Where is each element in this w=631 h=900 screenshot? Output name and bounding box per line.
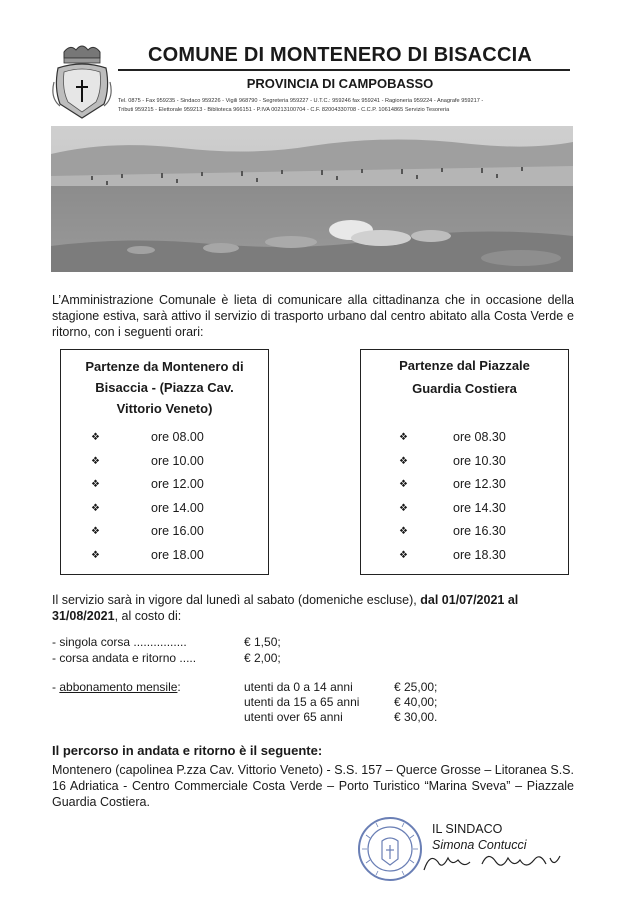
departure-time: ore 16.00 bbox=[151, 524, 204, 538]
monthly-pass-row bbox=[244, 710, 464, 724]
handwritten-signature bbox=[420, 840, 570, 880]
time-row bbox=[361, 430, 568, 454]
time-row bbox=[361, 524, 568, 548]
time-row bbox=[61, 548, 268, 572]
municipal-crest-logo bbox=[52, 42, 112, 122]
monthly-pass-users: utenti da 0 a 14 anni bbox=[244, 680, 353, 694]
beach-photo bbox=[51, 126, 573, 272]
box-title-line: Vittorio Veneto) bbox=[116, 401, 213, 416]
bullet-icon: ❖ bbox=[91, 432, 100, 443]
validity-dates: dal 01/07/2021 al 31/08/2021 bbox=[52, 593, 519, 623]
route-heading: Il percorso in andata e ritorno è il seguente: bbox=[52, 743, 323, 758]
box-title-line: Partenze dal Piazzale bbox=[399, 358, 530, 373]
page-title: COMUNE DI MONTENERO DI BISACCIA bbox=[148, 44, 532, 66]
bullet-icon: ❖ bbox=[399, 432, 408, 443]
departures-guardia-costiera-title bbox=[361, 350, 568, 400]
departure-time: ore 18.30 bbox=[453, 547, 506, 562]
validity-suffix: , al costo di: bbox=[114, 609, 182, 623]
official-stamp bbox=[356, 815, 424, 883]
bullet-icon: ❖ bbox=[91, 549, 100, 561]
time-row bbox=[61, 524, 268, 548]
departure-time: ore 08.30 bbox=[453, 430, 506, 444]
monthly-pass-row bbox=[244, 695, 464, 709]
validity-text: Il servizio sarà in vigore dal lunedì al sabato (domeniche escluse), bbox=[52, 593, 417, 607]
departure-time: ore 14.30 bbox=[453, 500, 506, 515]
return-fare-price: € 2,00; bbox=[244, 651, 281, 665]
box-title-line: Guardia Costiera bbox=[412, 381, 517, 396]
bullet-icon: ❖ bbox=[91, 479, 100, 490]
intro-paragraph: L’Amministrazione Comunale è lieta di comunicare alla cittadinanza che in occasione della stagione estiva, sarà attivo il servizio di trasporto urbano dal centro abitato alla Costa Verde e ritorno, con i seguenti orari: bbox=[52, 293, 574, 339]
monthly-pass-users: utenti da 15 a 65 anni bbox=[244, 695, 360, 709]
monthly-pass-suffix: : bbox=[177, 680, 181, 694]
monthly-pass-users: utenti over 65 anni bbox=[244, 710, 343, 724]
departure-time: ore 10.00 bbox=[151, 453, 204, 468]
monthly-pass-prefix: - bbox=[52, 680, 60, 694]
page-subtitle: PROVINCIA DI CAMPOBASSO bbox=[246, 76, 434, 91]
single-fare-price: € 1,50; bbox=[244, 635, 281, 649]
time-row bbox=[361, 454, 568, 478]
single-fare-label: - singola corsa ................ bbox=[52, 635, 187, 649]
time-row bbox=[61, 454, 268, 478]
departures-guardia-costiera-times bbox=[361, 430, 568, 571]
time-row bbox=[361, 501, 568, 525]
box-title-line: Bisaccia - (Piazza Cav. bbox=[95, 380, 234, 395]
mayor-role: IL SINDACO bbox=[432, 822, 503, 836]
mayor-name: Simona Contucci bbox=[432, 838, 527, 852]
monthly-pass-label bbox=[52, 680, 181, 694]
time-row bbox=[61, 430, 268, 454]
departure-time: ore 16.30 bbox=[453, 524, 506, 538]
return-fare-label: - corsa andata e ritorno ..... bbox=[52, 651, 197, 665]
departure-time: ore 12.00 bbox=[151, 477, 204, 491]
time-row bbox=[61, 501, 268, 525]
departures-montenero-times bbox=[61, 430, 268, 571]
bullet-icon: ❖ bbox=[399, 526, 408, 537]
departures-montenero-title bbox=[61, 350, 268, 419]
monthly-pass-price: € 25,00; bbox=[394, 680, 438, 694]
departure-time: ore 08.00 bbox=[151, 430, 204, 444]
departures-guardia-costiera-box bbox=[360, 349, 569, 575]
bullet-icon: ❖ bbox=[91, 455, 100, 467]
contact-info bbox=[118, 97, 574, 115]
contact-line-2: Tributi 959215 - Elettorale 959213 - Biblioteca 966151 - P.IVA 00213100704 - C.F. 82004330708 - C.C.P. 10614865 Servizio Tesoreria bbox=[118, 107, 450, 113]
bullet-icon: ❖ bbox=[399, 455, 408, 467]
box-title-line: Partenze da Montenero di bbox=[85, 359, 244, 374]
monthly-pass-price: € 30,00. bbox=[394, 710, 438, 724]
departure-time: ore 14.00 bbox=[151, 500, 204, 515]
time-row bbox=[361, 548, 568, 572]
route-description: Montenero (capolinea P.zza Cav. Vittorio Veneto) - S.S. 157 – Querce Grosse – Litoranea S.S. 16 Adriatica - Centro Commerciale Costa Verde – Porto Turistico “Marina Sveva” – Piazzale Guardia Costiera. bbox=[52, 763, 574, 809]
contact-line-1: Tel. 0875 - Fax 959235 - Sindaco 959226 - Vigili 968790 - Segreteria 959227 - U.T.C.: 959246 fax 959241 - Ragioneria 959224 - Anagrafe 959217 - bbox=[118, 98, 484, 104]
bullet-icon: ❖ bbox=[91, 502, 100, 514]
departure-time: ore 18.00 bbox=[151, 547, 204, 562]
bullet-icon: ❖ bbox=[399, 479, 408, 490]
validity-paragraph bbox=[52, 592, 574, 624]
departure-time: ore 12.30 bbox=[453, 477, 506, 491]
departure-time: ore 10.30 bbox=[453, 453, 506, 468]
monthly-pass-text: abbonamento mensile bbox=[59, 680, 178, 694]
bullet-icon: ❖ bbox=[399, 549, 408, 561]
monthly-pass-price: € 40,00; bbox=[394, 695, 438, 709]
title-underline bbox=[118, 69, 570, 71]
departures-montenero-box bbox=[60, 349, 269, 575]
monthly-pass-row bbox=[244, 680, 464, 694]
time-row bbox=[61, 477, 268, 501]
time-row bbox=[361, 477, 568, 501]
bullet-icon: ❖ bbox=[399, 502, 408, 514]
bullet-icon: ❖ bbox=[91, 526, 100, 537]
